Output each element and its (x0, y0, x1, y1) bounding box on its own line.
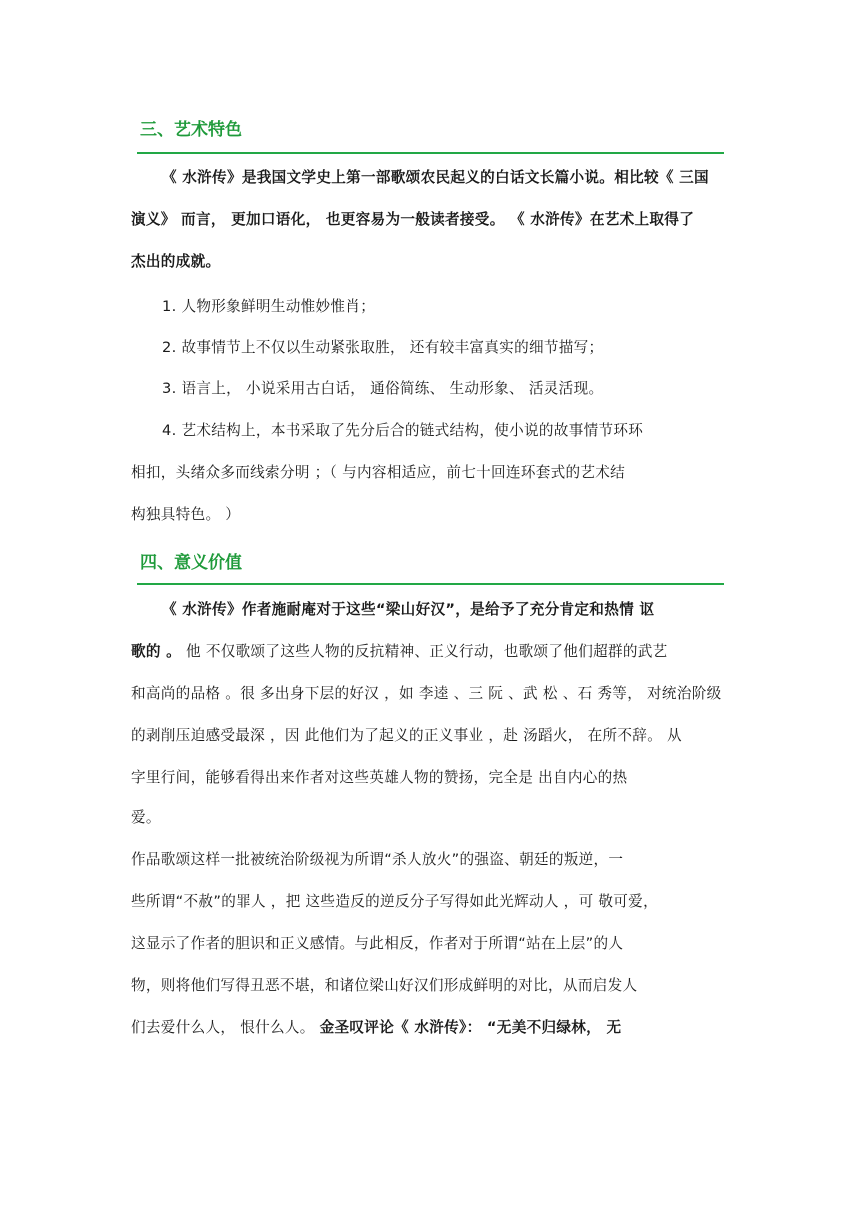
bold-fragment: 金圣叹评论《 水浒传》： “无美不归绿林， 无 (319, 1019, 622, 1036)
paragraph-2-line-2: 些所谓“不赦”的罪人 ，把 这些造反的逆反分子写得如此光辉动人 ，可 敬可爱， (131, 893, 658, 910)
list-item-3: 3. 语言上， 小说采用古白话， 通俗简练、 生动形象、 活灵活现。 (162, 380, 604, 397)
paragraph-2-line-3: 这显示了作者的胆识和正义感情。与此相反，作者对于所谓“站在上层”的人 (131, 935, 624, 952)
intro-line-3: 杰出的成就。 (131, 253, 221, 270)
text-fragment: 们去爱什么人， 恨什么人。 (131, 1019, 315, 1036)
paragraph-1-line-3: 和高尚的品格 。很 多出身下层的好汉 ，如 李逵 、三 阮 、武 松 、石 秀等， 对统治阶级 (131, 685, 722, 702)
paragraph-1-line-2 (131, 640, 668, 661)
section-heading-art-features: 三、艺术特色 (140, 120, 242, 140)
paragraph-2-line-5 (131, 1016, 621, 1037)
list-item-2: 2. 故事情节上不仅以生动紧张取胜， 还有较丰富真实的细节描写； (162, 339, 604, 356)
section-divider (137, 583, 724, 585)
list-item-4: 4. 艺术结构上，本书采取了先分后合的链式结构，使小说的故事情节环环 (162, 422, 644, 439)
intro-line-2: 演义》 而言， 更加口语化， 也更容易为一般读者接受。 《 水浒传》在艺术上取得了 (131, 211, 695, 228)
section-divider (137, 152, 724, 154)
paragraph-2-line-4: 物，则将他们写得丑恶不堪，和诸位梁山好汉们形成鲜明的对比，从而启发人 (131, 977, 638, 994)
list-item-1: 1. 人物形象鲜明生动惟妙惟肖； (162, 298, 376, 315)
list-item-4-cont-1: 相扣，头绪众多而线索分明 ；（ 与内容相适应，前七十回连环套式的艺术结 (131, 464, 626, 481)
intro-line-1: 《 水浒传》是我国文学史上第一部歌颂农民起义的白话文长篇小说。相比较《 三国 (162, 169, 709, 186)
section-heading-significance: 四、意义价值 (140, 553, 242, 573)
list-item-4-cont-2: 构独具特色。 ） (131, 506, 241, 523)
text-fragment: 他 不仅歌颂了这些人物的反抗精神、正义行动，也歌颂了他们超群的武艺 (186, 643, 668, 660)
paragraph-2-line-1: 作品歌颂这样一批被统治阶级视为所谓“杀人放火”的强盗、朝廷的叛逆，一 (131, 851, 624, 868)
paragraph-1-line-6: 爱。 (131, 809, 161, 826)
paragraph-1-line-5: 字里行间，能够看得出来作者对这些英雄人物的赞扬，完全是 出自内心的热 (131, 769, 628, 786)
paragraph-1-line-4: 的剥削压迫感受最深 ，因 此他们为了起义的正义事业 ，赴 汤蹈火， 在所不辞。 从 (131, 727, 682, 744)
bold-fragment: 歌的 。 (131, 643, 182, 660)
paragraph-1-line-1: 《 水浒传》作者施耐庵对于这些“梁山好汉”，是给予了充分肯定和热情 讴 (162, 601, 655, 618)
